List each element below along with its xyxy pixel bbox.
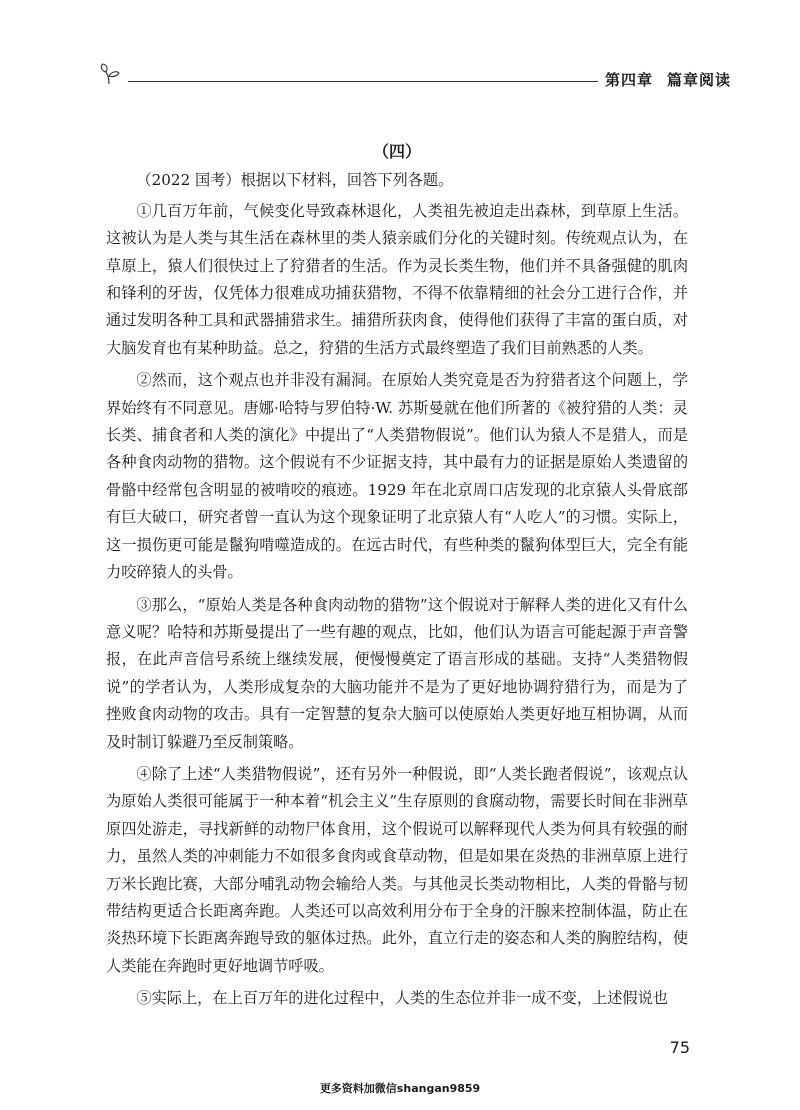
chapter-label: 第四章: [605, 71, 654, 89]
paragraph-2: ②然而，这个观点也并非没有漏洞。在原始人类究竟是否为狩猎者这个问题上，学界始终有不同意见。唐娜·哈特与罗伯特·W. 苏斯曼就在他们所著的《被狩猎的人类：灵长类、捕食者和人类的演化》中提出了“人类猎物假说”。他们认为猿人不是猎人，而是各种食肉动物的猎物。这个假说有不少证据支持，其中最有力的证据是原始人类遗留的骨骼中经常包含明显的被啃咬的痕迹。1929 年在北京周口店发现的北京猿人头骨底部有巨大破口，研究者曾一直认为这个现象证明了北京猿人有“人吃人”的习惯。实际上，这一损伤更可能是鬣狗啃噬造成的。在远古时代，有些种类的鬣狗体型巨大，完全有能力咬碎猿人的头骨。: [106, 371, 688, 582]
chapter-heading: [605, 69, 731, 90]
paragraph-4: ④除了上述“人类猎物假说”，还有另外一种假说，即“人类长跑者假说”，该观点认为原始人类很可能属于一种本着“机会主义”生存原则的食腐动物，需要长时间在非洲草原四处游走，寻找新鲜的动物尸体食用，这个假说可以解释现代人类为何具有较强的耐力，虽然人类的冲刺能力不如很多食肉或食草动物，但是如果在炎热的非洲草原上进行万米长跑比赛，大部分哺乳动物会输给人类。与其他灵长类动物相比，人类的骨骼与韧带结构更适合长距离奔跑。人类还可以高效利用分布于全身的汗腺来控制体温，防止在炎热环境下长距离奔跑导致的躯体过热。此外，直立行走的姿态和人类的胸腔结构，使人类能在奔跑时更好地调节呼吸。: [106, 764, 688, 975]
chapter-title: 篇章阅读: [667, 71, 732, 89]
sprout-icon: [100, 62, 132, 86]
running-header: [100, 62, 732, 92]
article-body: [106, 138, 688, 1018]
page-number: 75: [669, 1038, 690, 1057]
paragraph-1: ①几百万年前，气候变化导致森林退化，人类祖先被迫走出森林，到草原上生活。这被认为是人类与其生活在森林里的类人猿亲戚们分化的关键时刻。传统观点认为，在草原上，猿人们很快过上了狩猎者的生活。作为灵长类生物，他们并不具备强健的肌肉和锋利的牙齿，仅凭体力很难成功捕获猎物，不得不依靠精细的社会分工进行合作，并通过发明各种工具和武器捕猎求生。捕猎所获肉食，使得他们获得了丰富的蛋白质，对大脑发育也有某种助益。总之，狩猎的生活方式最终塑造了我们目前熟悉的人类。: [106, 201, 688, 357]
paragraph-3: ③那么，“原始人类是各种食肉动物的猎物”这个假说对于解释人类的进化又有什么意义呢？哈特和苏斯曼提出了一些有趣的观点，比如，他们认为语言可能起源于声音警报，在此声音信号系统上继续发展，便慢慢奠定了语言形成的基础。支持“人类猎物假说”的学者认为，人类形成复杂的大脑功能并不是为了更好地协调狩猎行为，而是为了挫败食肉动物的攻击。具有一定智慧的复杂大脑可以使原始人类更好地互相协调，从而及时制订躲避乃至反制策略。: [106, 595, 688, 751]
paragraph-5: ⑤实际上，在上百万年的进化过程中，人类的生态位并非一成不变，上述假说也: [136, 989, 668, 1008]
footer-note: 更多资料加微信shangan9859: [319, 1082, 481, 1095]
question-intro: （2022 国考）根据以下材料，回答下列各题。: [136, 171, 454, 190]
header-rule: [128, 81, 598, 82]
section-title: （四）: [372, 142, 421, 161]
